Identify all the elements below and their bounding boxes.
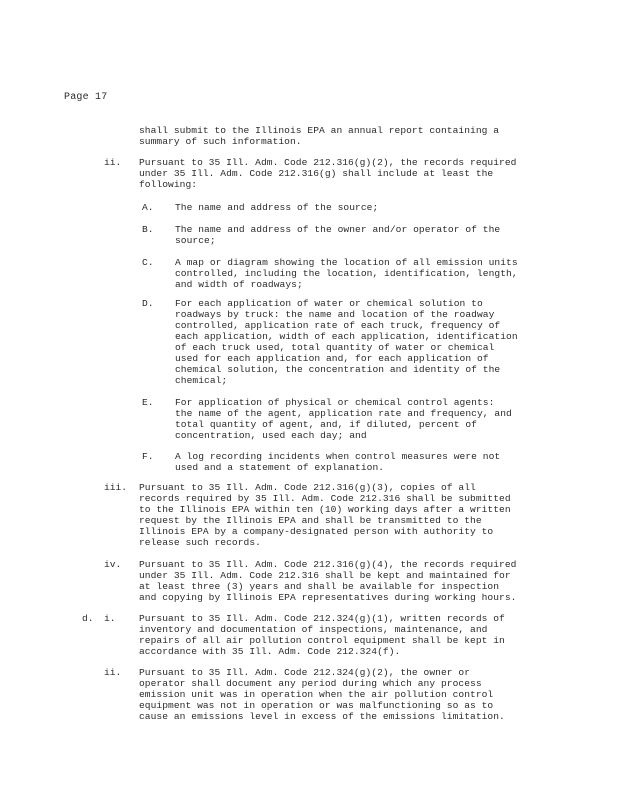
item-label: ii. bbox=[104, 157, 122, 168]
subitem-text: For each application of water or chemical solution to roadways by truck: the name and location of the roadway controlled, application rate of each truck, frequency of each application, width of each application, identification of each truck used, total quantity of water or chemical used for each application and, for each application of chemical solution, the concentration and identity of the chemical; bbox=[175, 298, 518, 386]
subitem-label: F. bbox=[142, 451, 154, 462]
page-header: Page 17 bbox=[64, 92, 108, 103]
subitem-text: A log recording incidents when control measures were not used and a statement of explanation. bbox=[175, 451, 501, 473]
subitem-label: B. bbox=[142, 224, 154, 235]
item-text: Pursuant to 35 Ill. Adm. Code 212.324(g)(2), the owner or operator shall document any period during which any process emission unit was in operation when the air pollution control equipment was not in operation or was malfunctioning so as to cause an emissions level in excess of the emissions limitation. bbox=[139, 667, 505, 722]
subitem-text: A map or diagram showing the location of all emission units controlled, including the location, identification, length, and width of roadways; bbox=[175, 257, 518, 290]
subitem-label: A. bbox=[142, 202, 154, 213]
subitem-text: The name and address of the owner and/or operator of the source; bbox=[175, 224, 501, 246]
subitem-label: C. bbox=[142, 257, 154, 268]
item-text: Pursuant to 35 Ill. Adm. Code 212.316(g)(3), copies of all records required by 35 Ill. Adm. Code 212.316 shall be submitted to the Illinois EPA within ten (10) working days after a written request by the Illinois EPA and shall be transmitted to the Illinois EPA by a company-designated person with authority to release such records. bbox=[139, 482, 511, 548]
subitem-text: The name and address of the source; bbox=[175, 202, 379, 213]
item-text: Pursuant to 35 Ill. Adm. Code 212.316(g)(2), the records required under 35 Ill. Adm. Code 212.316(g) shall include at least the following: bbox=[139, 157, 517, 190]
item-label: iii. bbox=[104, 482, 128, 493]
item-label: ii. bbox=[104, 667, 122, 678]
section-label: d. bbox=[82, 613, 94, 624]
intro-text: shall submit to the Illinois EPA an annual report containing a summary of such information. bbox=[139, 125, 500, 147]
subitem-label: D. bbox=[142, 298, 154, 309]
item-text: Pursuant to 35 Ill. Adm. Code 212.324(g)(1), written records of inventory and documentation of inspections, maintenance, and repairs of all air pollution control equipment shall be kept in accordance with 35 Ill. Adm. Code 212.324(f). bbox=[139, 613, 505, 657]
item-label: iv. bbox=[104, 559, 122, 570]
subitem-text: For application of physical or chemical control agents: the name of the agent, application rate and frequency, and total quantity of agent, and, if diluted, percent of concentration, used each day; and bbox=[175, 397, 512, 441]
item-text: Pursuant to 35 Ill. Adm. Code 212.316(g)(4), the records required under 35 Ill. Adm. Code 212.316 shall be kept and maintained for at least three (3) years and shall be available for inspection and copying by Illinois EPA representatives during working hours. bbox=[139, 559, 517, 603]
subitem-label: E. bbox=[142, 397, 154, 408]
item-label: i. bbox=[104, 613, 116, 624]
